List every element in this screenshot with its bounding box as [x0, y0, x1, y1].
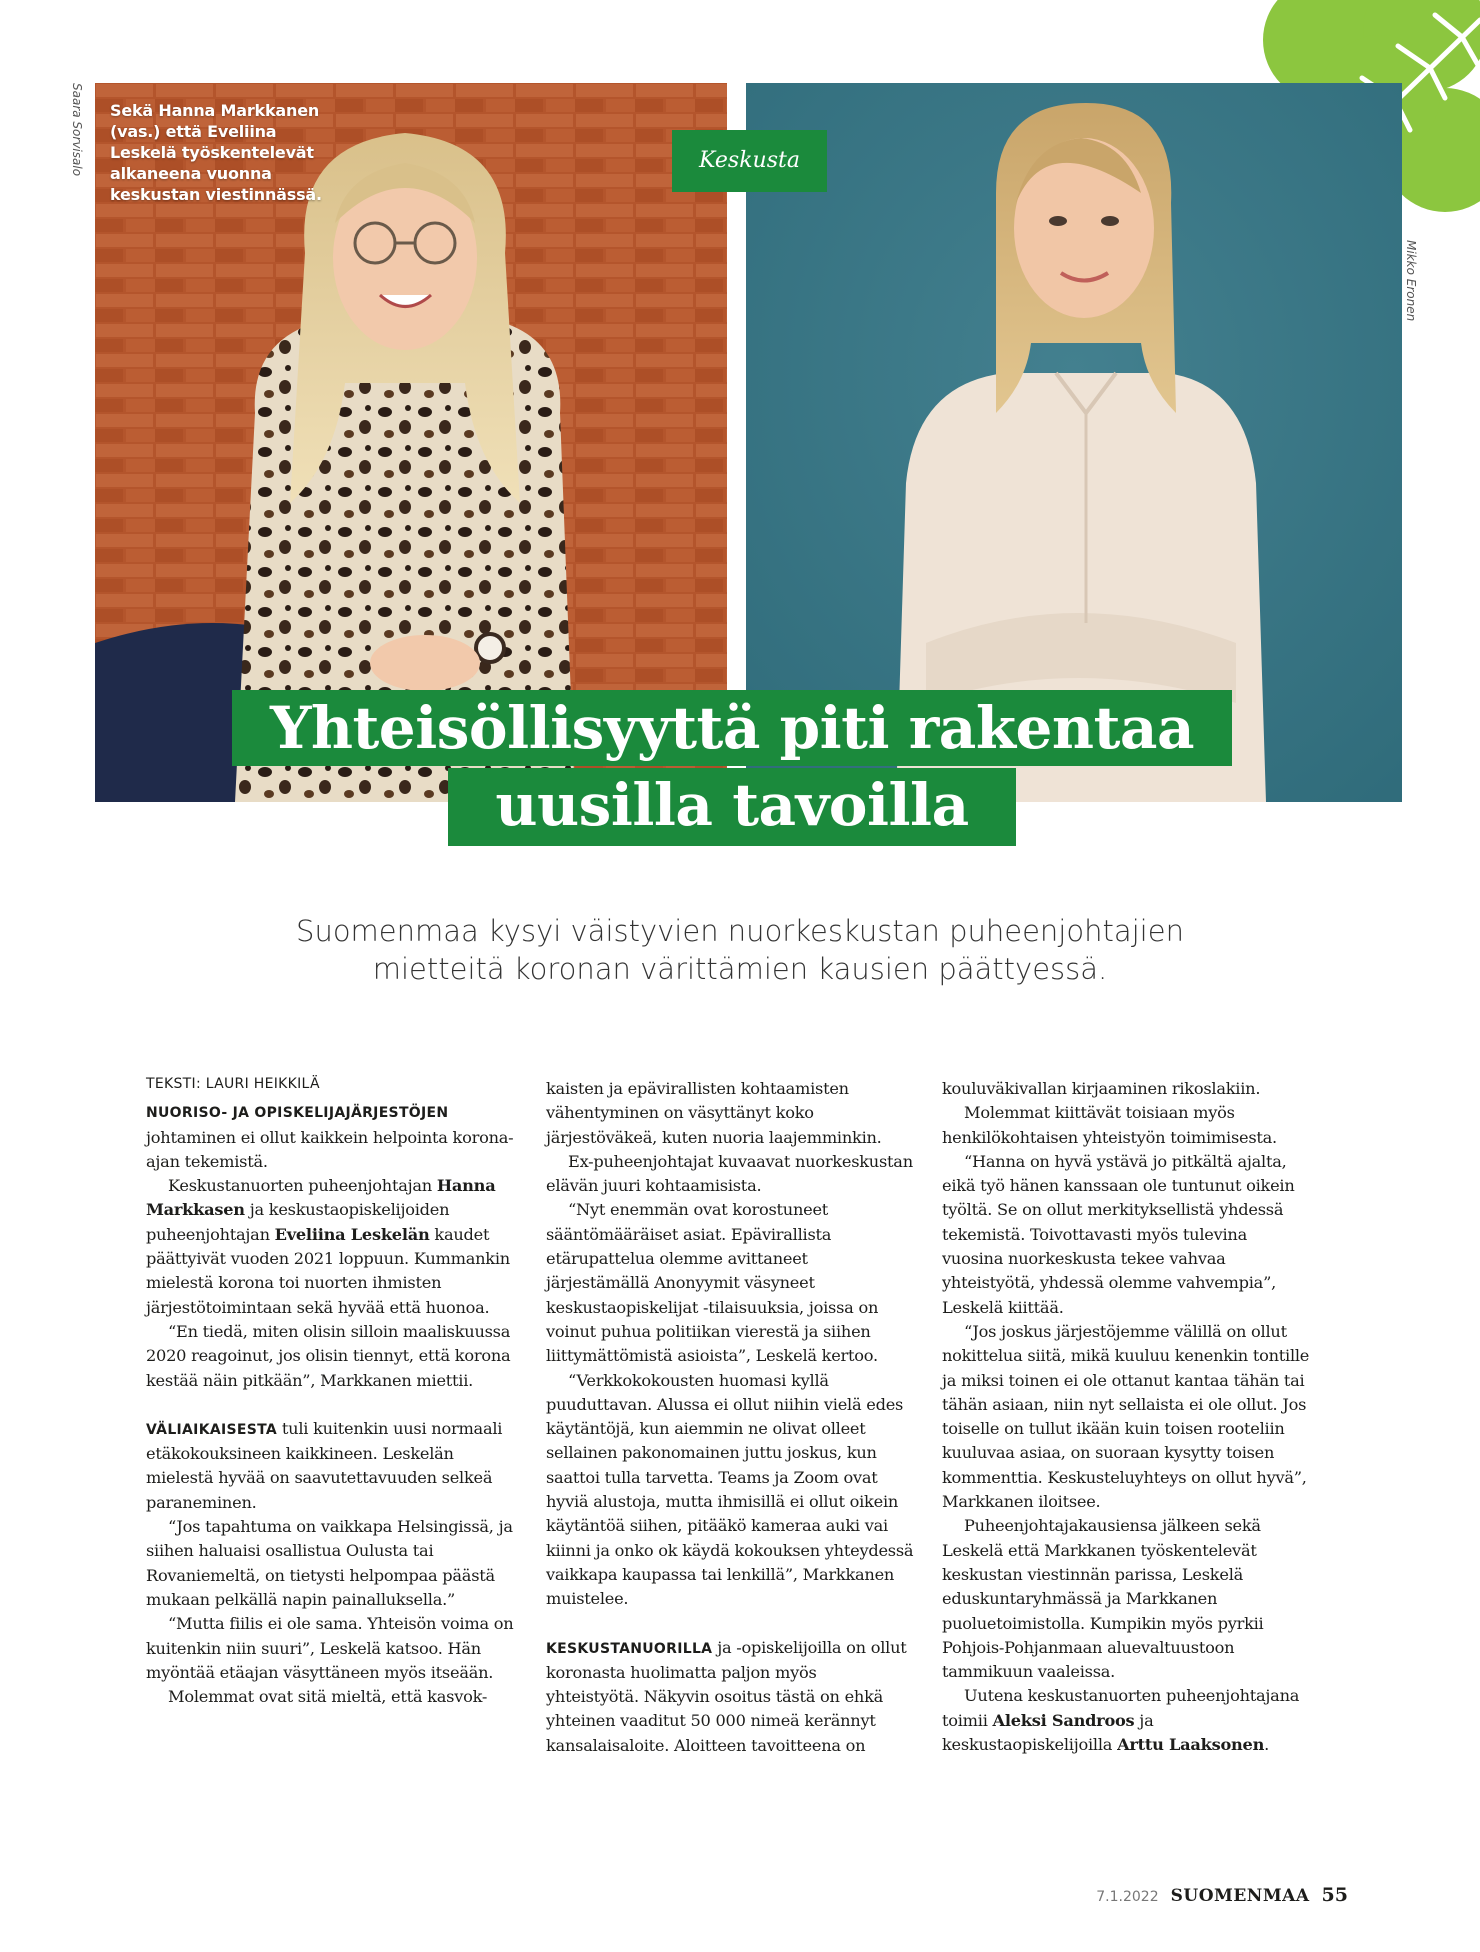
paragraph: kouluväkivallan kirjaaminen rikoslakiin.: [942, 1079, 1261, 1098]
paragraph: [546, 1636, 914, 1758]
headline-line-2: uusilla tavoilla: [448, 768, 1016, 846]
person-name: Arttu Laaksonen: [1117, 1735, 1265, 1755]
paragraph: [942, 1684, 1310, 1757]
lead-paragraph: [180, 912, 1300, 988]
paragraph-text: tuli kuitenkin uusi normaali etäkokouksineen kaikkineen. Leskelän mielestä hyvää on saavutettavuuden selkeä paraneminen.: [146, 1418, 503, 1512]
paragraph: “Nyt enemmän ovat korostuneet sääntömääräiset asiat. Epävirallista etärupattelua olemme avittaneet järjestämällä Anonyymit väsyneet keskustaopiskelijat -tilaisuuksia, joissa on voinut puhua politiikan vierestä ja siihen liittymättömistä asioista”, Leskelä kertoo.: [546, 1200, 879, 1366]
paragraph: “Hanna on hyvä ystävä jo pitkältä ajalta, eikä työ hänen kanssaan ole tuntunut oikein työltä. Se on ollut merkityksellistä yhdessä tekemistä. Toivottavasti myös tulevina vuosina nuorkeskusta tekee vahvaa yhteistyötä, yhdessä olemme vahvempia”, Leskelä kiittää.: [942, 1151, 1295, 1317]
paragraph: [146, 1100, 514, 1174]
paragraph-text: ja keskustaopiskelijoilla: [942, 1710, 1154, 1755]
lead-in-caps: NUORISO- JA OPISKELIJAJÄRJESTÖJEN: [146, 1105, 449, 1122]
photo-credit-right: Mikko Eronen: [1404, 240, 1418, 322]
paragraph: kaisten ja epävirallisten kohtaamisten vähentyminen on väsyttänyt koko järjestöväkeä, kuten nuoria laajemminkin.: [546, 1079, 882, 1147]
paragraph: [146, 1417, 514, 1515]
article-column-1: [146, 1072, 514, 1709]
lead-line-1: Suomenmaa kysyi väistyvien nuorkeskustan puheenjohtajien: [296, 914, 1184, 948]
page-footer: [1096, 1884, 1348, 1908]
headline-line-1: Yhteisöllisyyttä piti rakentaa: [232, 690, 1232, 766]
person-name: Hanna Markkasen: [146, 1176, 496, 1220]
paragraph-text: ja -opiskelijoilla on ollut koronasta huolimatta paljon myös yhteistyötä. Näkyvin osoitus tästä on ehkä yhteinen vaaditut 50 000 nimeä kerännyt kansalaisaloite. Aloitteen tavoitteena on: [546, 1637, 907, 1755]
paragraph: [146, 1174, 514, 1320]
paragraph: “Jos tapahtuma on vaikkapa Helsingissä, ja siihen haluaisi osallistua Oulusta tai Rovaniemeltä, on tietysti helpompaa päästä mukaan pelkällä napin painalluksella.”: [146, 1517, 513, 1609]
paragraph-text: Keskustanuorten puheenjohtajan: [168, 1176, 437, 1196]
lead-in-caps: KESKUSTANUORILLA: [546, 1640, 713, 1657]
photo-credit-left: Saara Sorvisalo: [70, 83, 84, 177]
paragraph-text: johtaminen ei ollut kaikkein helpointa korona-ajan tekemistä.: [146, 1127, 514, 1171]
paragraph-text: Uutena keskustanuorten puheenjohtajana toimii: [942, 1686, 1300, 1730]
page-number: 55: [1321, 1884, 1348, 1906]
magazine-name: SUOMENMAA: [1170, 1886, 1310, 1906]
lead-in-caps: VÄLIAIKAISESTA: [146, 1421, 278, 1438]
section-tag: Keskusta: [672, 130, 827, 192]
paragraph: Puheenjohtajakausiensa jälkeen sekä Leskelä että Markkanen työskentelevät keskustan viestinnän parissa, Leskelä eduskuntaryhmässä ja Markkanen puoluetoimistolla. Kumpikin myös pyrkii Pohjois-Pohjanmaan aluevaltuustoon tammikuun vaaleissa.: [942, 1516, 1264, 1682]
person-name: Eveliina Leskelän: [274, 1224, 430, 1244]
photo-caption: Sekä Hanna Markkanen (vas.) että Eveliina Leskelä työskentelevät alkaneena vuonna keskustan viestinnässä.: [110, 101, 322, 204]
paragraph: Ex-puheenjohtajat kuvaavat nuorkeskustan elävän juuri kohtaamisista.: [546, 1151, 913, 1196]
paragraph: “Mutta fiilis ei ole sama. Yhteisön voima on kuitenkin niin suuri”, Leskelä katsoo. Hän myöntää etäajan väsyttäneen myös itseään.: [146, 1614, 514, 1682]
lead-line-2: mietteitä koronan värittämien kausien päättyessä.: [372, 952, 1108, 986]
paragraph: “Verkkokokousten huomasi kyllä puuduttavan. Alussa ei ollut niihin vielä edes käytäntöjä, kun aiemmin ne olivat olleet sellainen pakonomainen juttu joskus, kun saattoi tulla tarvetta. Teams ja Zoom ovat hyviä alustoja, mutta ihmisillä ei ollut oikein käytäntöä siihen, pitääkö kameraa auki vai kiinni ja onko ok käydä kokouksen yhteydessä vaikkapa kaupassa tai lenkillä”, Markkanen muistelee.: [546, 1370, 914, 1609]
paragraph: “Jos joskus järjestöjemme välillä on ollut nokittelua siitä, mikä kuuluu kenenkin tontille ja miksi toinen ei ole ottanut kantaa tähän tai tähän asiaan, niin nyt sellaista ei ole ollut. Jos toiselle on tullut ikään kuin toisen rooteliin kuuluvaa asiaa, on suoraan kysytty toisen kommenttia. Keskusteluyhteys on ollut hyvä”, Markkanen iloitsee.: [942, 1321, 1310, 1512]
paragraph: Molemmat kiittävät toisiaan myös henkilökohtaisen yhteistyön toimimisesta.: [942, 1103, 1277, 1147]
paragraph: Molemmat ovat sitä mieltä, että kasvok-: [168, 1687, 488, 1707]
paragraph: “En tiedä, miten olisin silloin maaliskuussa 2020 reagoinut, jos olisin tiennyt, että korona kestää näin pitkään”, Markkanen miettii.: [146, 1321, 511, 1390]
paragraph-text: kaudet päättyivät vuoden 2021 loppuun. Kummankin mielestä korona toi nuorten ihmisten järjestötoimintaan sekä hyvää että huonoa.: [146, 1224, 510, 1317]
issue-date: 7.1.2022: [1096, 1889, 1159, 1905]
paragraph-text: ja keskustaopiskelijoiden puheenjohtajan: [146, 1200, 450, 1244]
byline: TEKSTI: LAURI HEIKKILÄ: [146, 1076, 320, 1092]
article-column-3: [942, 1077, 1310, 1757]
person-name: Aleksi Sandroos: [992, 1710, 1135, 1730]
article-column-2: [546, 1077, 914, 1758]
paragraph-text: .: [1264, 1735, 1270, 1755]
